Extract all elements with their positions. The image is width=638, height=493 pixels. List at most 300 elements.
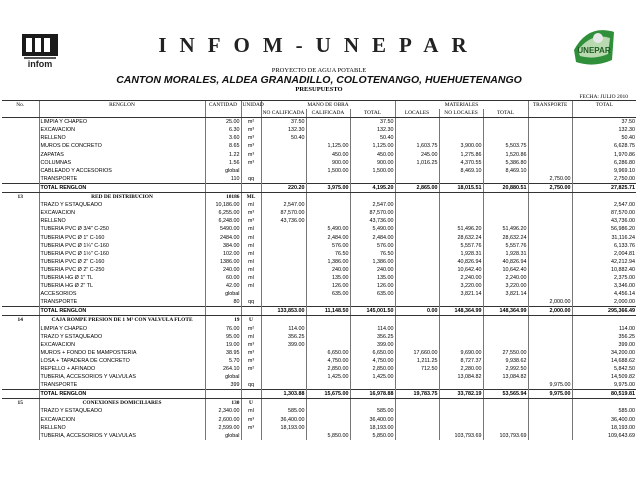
item-mat-total: 51,496.20 — [483, 225, 528, 233]
item-total: 6,628.75 — [572, 142, 636, 150]
item-mat-locales — [395, 118, 439, 127]
item-mo-total: 1,386.00 — [350, 258, 395, 266]
item-description: TUBERIA PVC Ø 1" C-160 — [39, 234, 205, 242]
item-unit: m³ — [241, 217, 261, 225]
item-description: COLUMNAS — [39, 159, 205, 167]
item-mat-total: 27,550.00 — [483, 349, 528, 357]
col-materiales: MATERIALES — [395, 101, 528, 110]
total-mat-locales: 2,865.00 — [395, 183, 439, 192]
item-qty: 10,186.00 — [205, 201, 241, 209]
item-mo-no-calificada: 50.40 — [261, 134, 306, 142]
item-mat-locales — [395, 424, 439, 432]
item-mat-total — [483, 118, 528, 127]
col-no: No. — [2, 101, 39, 110]
total-qty — [205, 183, 241, 192]
empty-cell — [2, 373, 39, 381]
empty-cell — [2, 407, 39, 415]
item-unit: m³ — [241, 134, 261, 142]
item-mat-total — [483, 126, 528, 134]
item-mo-total: 126.00 — [350, 282, 395, 290]
item-mo-calificada — [306, 118, 350, 127]
item-unit: m³ — [241, 142, 261, 150]
empty-cell — [2, 333, 39, 341]
item-mat-no-locales — [439, 201, 483, 209]
item-mat-locales — [395, 325, 439, 333]
table-row — [2, 407, 636, 415]
item-mat-total — [483, 333, 528, 341]
total-qty — [205, 390, 241, 399]
item-description: EXCAVACION — [39, 416, 205, 424]
empty-cell — [2, 126, 39, 134]
item-qty: 80 — [205, 298, 241, 307]
item-qty: 1.22 — [205, 151, 241, 159]
item-mat-locales — [395, 333, 439, 341]
empty-cell — [2, 381, 39, 390]
project-title: PROYECTO DE AGUA POTABLE — [271, 67, 367, 74]
table-row — [2, 365, 636, 373]
item-qty: 2,599.00 — [205, 424, 241, 432]
item-total: 37.50 — [572, 118, 636, 127]
item-transporte — [528, 325, 572, 333]
item-unit: m² — [241, 118, 261, 127]
item-mo-calificada — [306, 217, 350, 225]
empty-cell — [2, 424, 39, 432]
item-mo-no-calificada — [261, 159, 306, 167]
item-qty: 110 — [205, 175, 241, 184]
total-unit — [241, 183, 261, 192]
item-qty: 6.30 — [205, 126, 241, 134]
section-title: RED DE DISTRIBUCION — [39, 193, 205, 202]
empty-cell — [350, 193, 395, 202]
item-transporte — [528, 349, 572, 357]
item-transporte — [528, 225, 572, 233]
item-qty: 102.00 — [205, 250, 241, 258]
item-mo-calificada: 1,425.00 — [306, 373, 350, 381]
item-mo-total: 76.50 — [350, 250, 395, 258]
item-total: 585.00 — [572, 407, 636, 415]
item-transporte — [528, 151, 572, 159]
item-mat-total: 9,938.62 — [483, 357, 528, 365]
item-total: 50.40 — [572, 134, 636, 142]
table-row — [2, 381, 636, 390]
empty-cell — [2, 390, 39, 399]
total-mo-calificada: 15,675.00 — [306, 390, 350, 399]
item-transporte — [528, 142, 572, 150]
table-row — [2, 349, 636, 357]
item-mo-no-calificada — [261, 258, 306, 266]
table-row — [2, 282, 636, 290]
item-mo-calificada — [306, 424, 350, 432]
item-transporte: 2,750.00 — [528, 175, 572, 184]
item-total: 399.00 — [572, 341, 636, 349]
item-description: RELLENO — [39, 217, 205, 225]
table-row — [2, 333, 636, 341]
item-transporte — [528, 266, 572, 274]
item-qty: 240.00 — [205, 266, 241, 274]
item-mo-calificada: 635.00 — [306, 290, 350, 298]
item-description: TUBERIA HG Ø 2" TL — [39, 282, 205, 290]
total-transporte: 2,750.00 — [528, 183, 572, 192]
item-transporte — [528, 159, 572, 167]
item-mo-total: 50.40 — [350, 134, 395, 142]
item-transporte — [528, 373, 572, 381]
item-unit: ml — [241, 266, 261, 274]
item-unit: ml — [241, 225, 261, 233]
total-row — [2, 183, 636, 192]
item-mo-no-calificada: 356.25 — [261, 333, 306, 341]
item-description: TRAZO Y ESTAQUEADO — [39, 333, 205, 341]
item-total: 10,882.40 — [572, 266, 636, 274]
col-no-locales: NO LOCALES — [439, 109, 483, 118]
empty-cell — [483, 193, 528, 202]
item-unit: ml — [241, 274, 261, 282]
col-locales: LOCALES — [395, 109, 439, 118]
item-total: 87,570.00 — [572, 209, 636, 217]
item-transporte — [528, 416, 572, 424]
item-mo-total — [350, 298, 395, 307]
item-qty: global — [205, 290, 241, 298]
total-total: 27,825.71 — [572, 183, 636, 192]
table-row — [2, 201, 636, 209]
item-mat-no-locales: 3,220.00 — [439, 282, 483, 290]
item-mo-total: 356.25 — [350, 333, 395, 341]
item-mo-no-calificada — [261, 142, 306, 150]
item-mo-total: 1,125.00 — [350, 142, 395, 150]
item-mo-no-calificada: 18,193.00 — [261, 424, 306, 432]
item-mo-calificada — [306, 201, 350, 209]
empty-cell — [2, 298, 39, 307]
empty-cell — [2, 357, 39, 365]
item-total: 34,200.00 — [572, 349, 636, 357]
item-mat-locales — [395, 381, 439, 390]
item-mat-no-locales — [439, 298, 483, 307]
col-renglon: RENGLON — [39, 101, 205, 110]
total-mat-total: 20,880.51 — [483, 183, 528, 192]
section-unit: U — [241, 399, 261, 408]
item-qty: 2,600.00 — [205, 416, 241, 424]
item-description: MUROS + FONDO DE MAMPOSTERIA — [39, 349, 205, 357]
item-mat-total — [483, 209, 528, 217]
total-mat-locales: 0.00 — [395, 307, 439, 316]
item-mat-no-locales — [439, 134, 483, 142]
section-title: CAJA ROMPE PRESION DE 1 M³ CON VALVULA FLOTE — [39, 316, 205, 325]
item-mat-locales — [395, 250, 439, 258]
item-qty: 384.00 — [205, 242, 241, 250]
item-total: 2,375.00 — [572, 274, 636, 282]
item-mo-total: 2,547.00 — [350, 201, 395, 209]
empty-cell — [439, 316, 483, 325]
item-mo-calificada: 2,850.00 — [306, 365, 350, 373]
item-qty: global — [205, 373, 241, 381]
item-mo-total: 5,490.00 — [350, 225, 395, 233]
item-unit: m³ — [241, 357, 261, 365]
item-qty: 2,340.00 — [205, 407, 241, 415]
item-mat-no-locales — [439, 118, 483, 127]
total-mo-calificada: 11,148.50 — [306, 307, 350, 316]
empty-cell — [2, 290, 39, 298]
empty-cell — [2, 282, 39, 290]
empty-cell — [261, 399, 306, 408]
item-mo-total — [350, 175, 395, 184]
item-mat-no-locales — [439, 175, 483, 184]
table-row — [2, 134, 636, 142]
item-qty: 76.00 — [205, 325, 241, 333]
item-mo-no-calificada: 585.00 — [261, 407, 306, 415]
total-transporte: 9,975.00 — [528, 390, 572, 399]
item-mat-no-locales: 4,370.55 — [439, 159, 483, 167]
item-unit: m³ — [241, 424, 261, 432]
item-mat-total: 1,520.86 — [483, 151, 528, 159]
item-mat-no-locales — [439, 341, 483, 349]
item-mo-calificada: 5,490.00 — [306, 225, 350, 233]
empty-cell — [528, 316, 572, 325]
item-transporte — [528, 365, 572, 373]
table-row — [2, 341, 636, 349]
item-description: TUBERIA PVC Ø 1½" C-160 — [39, 250, 205, 258]
item-mo-total: 114.00 — [350, 325, 395, 333]
item-description: TRAZO Y ESTAQUEADO — [39, 407, 205, 415]
item-qty: 25.00 — [205, 118, 241, 127]
item-mat-locales — [395, 282, 439, 290]
item-mo-no-calificada: 37.50 — [261, 118, 306, 127]
item-transporte — [528, 407, 572, 415]
col-total: TOTAL — [572, 101, 636, 110]
table-row — [2, 373, 636, 381]
table-row — [2, 242, 636, 250]
item-transporte — [528, 333, 572, 341]
item-qty: 8.65 — [205, 142, 241, 150]
item-qty: 6,248.00 — [205, 217, 241, 225]
table-row — [2, 217, 636, 225]
empty-cell — [261, 193, 306, 202]
empty-cell — [2, 349, 39, 357]
item-mo-no-calificada — [261, 274, 306, 282]
item-description: CABLEADO Y ACCESORIOS — [39, 167, 205, 175]
item-mo-no-calificada: 36,400.00 — [261, 416, 306, 424]
total-mo-total: 4,195.20 — [350, 183, 395, 192]
empty-cell — [2, 325, 39, 333]
item-mo-total: 576.00 — [350, 242, 395, 250]
item-unit: ml — [241, 234, 261, 242]
item-mat-total: 5,386.80 — [483, 159, 528, 167]
item-mat-locales — [395, 134, 439, 142]
item-total: 9,975.00 — [572, 381, 636, 390]
item-mat-locales — [395, 167, 439, 175]
empty-cell — [2, 201, 39, 209]
item-mo-calificada — [306, 381, 350, 390]
total-mo-no-calificada: 133,853.00 — [261, 307, 306, 316]
item-mat-no-locales: 5,557.76 — [439, 242, 483, 250]
item-mat-total — [483, 341, 528, 349]
item-mat-no-locales: 9,690.00 — [439, 349, 483, 357]
empty-cell — [2, 365, 39, 373]
empty-cell — [2, 142, 39, 150]
item-unit: m³ — [241, 159, 261, 167]
item-description: RELLENO — [39, 424, 205, 432]
item-qty: 5.70 — [205, 357, 241, 365]
item-unit: ml — [241, 258, 261, 266]
item-mat-no-locales: 2,280.00 — [439, 365, 483, 373]
empty-cell — [2, 274, 39, 282]
item-mat-no-locales — [439, 126, 483, 134]
total-mo-no-calificada: 220.20 — [261, 183, 306, 192]
total-mo-calificada: 3,975.00 — [306, 183, 350, 192]
item-unit — [241, 432, 261, 440]
item-mat-no-locales — [439, 424, 483, 432]
item-mo-no-calificada — [261, 282, 306, 290]
item-mat-no-locales: 28,632.24 — [439, 234, 483, 242]
item-unit: ml — [241, 333, 261, 341]
item-transporte — [528, 134, 572, 142]
item-mat-total — [483, 298, 528, 307]
item-unit — [241, 373, 261, 381]
item-transporte: 9,975.00 — [528, 381, 572, 390]
empty-cell — [261, 316, 306, 325]
item-mat-total: 5,557.76 — [483, 242, 528, 250]
item-description: EXCAVACION — [39, 341, 205, 349]
col-total-materiales: TOTAL — [483, 109, 528, 118]
empty-cell — [2, 250, 39, 258]
item-mat-no-locales: 10,642.40 — [439, 266, 483, 274]
item-total: 132.30 — [572, 126, 636, 134]
total-transporte: 2,000.00 — [528, 307, 572, 316]
item-mat-total: 1,928.31 — [483, 250, 528, 258]
item-mat-locales: 712.50 — [395, 365, 439, 373]
item-unit: ml — [241, 407, 261, 415]
item-mat-locales — [395, 373, 439, 381]
total-label: TOTAL RENGLON — [39, 183, 205, 192]
item-unit: m³ — [241, 416, 261, 424]
item-mat-total — [483, 201, 528, 209]
empty-cell — [306, 399, 350, 408]
item-mo-calificada — [306, 325, 350, 333]
item-mat-no-locales — [439, 217, 483, 225]
item-mat-total — [483, 416, 528, 424]
empty-cell — [528, 193, 572, 202]
item-total: 2,547.00 — [572, 201, 636, 209]
item-mo-calificada — [306, 126, 350, 134]
item-total: 18,193.00 — [572, 424, 636, 432]
section-title: CONEXIONES DOMICILIARES — [39, 399, 205, 408]
total-mo-total: 145,001.50 — [350, 307, 395, 316]
location-title: CANTON MORALES, ALDEA GRANADILLO, COLOTENANGO, HUEHUETENANGO — [116, 74, 522, 86]
item-description: TUBERIA PVC Ø 2" C-250 — [39, 266, 205, 274]
item-mo-no-calificada — [261, 290, 306, 298]
item-mo-total: 135.00 — [350, 274, 395, 282]
item-total: 14,688.62 — [572, 357, 636, 365]
item-mat-locales: 1,603.75 — [395, 142, 439, 150]
total-mo-total: 16,978.88 — [350, 390, 395, 399]
empty-cell — [2, 167, 39, 175]
item-mo-calificada — [306, 134, 350, 142]
item-mo-calificada — [306, 416, 350, 424]
table-row — [2, 274, 636, 282]
table-row — [2, 151, 636, 159]
item-unit — [241, 290, 261, 298]
item-total: 9,969.10 — [572, 167, 636, 175]
item-mat-no-locales: 8,727.37 — [439, 357, 483, 365]
section-unit: ML — [241, 193, 261, 202]
item-mat-no-locales — [439, 381, 483, 390]
section-header-row — [2, 399, 636, 408]
item-qty: global — [205, 167, 241, 175]
total-mat-locales: 19,783.75 — [395, 390, 439, 399]
item-mat-no-locales: 1,928.31 — [439, 250, 483, 258]
item-mat-locales — [395, 298, 439, 307]
item-mo-total: 18,193.00 — [350, 424, 395, 432]
empty-cell — [2, 242, 39, 250]
table-row — [2, 266, 636, 274]
empty-cell — [2, 183, 39, 192]
section-number: 14 — [2, 316, 39, 325]
table-row — [2, 357, 636, 365]
total-total: 295,366.49 — [572, 307, 636, 316]
empty-cell — [306, 316, 350, 325]
item-unit: ml — [241, 242, 261, 250]
item-mo-total: 36,400.00 — [350, 416, 395, 424]
item-mo-no-calificada — [261, 175, 306, 184]
document-type: PRESUPUESTO — [295, 86, 343, 93]
item-mat-locales — [395, 341, 439, 349]
item-unit: m³ — [241, 126, 261, 134]
total-mat-total: 53,565.94 — [483, 390, 528, 399]
table-subheader-row — [2, 109, 636, 118]
item-mat-total: 2,240.00 — [483, 274, 528, 282]
item-mo-total: 1,425.00 — [350, 373, 395, 381]
item-mo-calificada: 900.00 — [306, 159, 350, 167]
col-total-mano-obra: TOTAL — [350, 109, 395, 118]
item-unit: m² — [241, 325, 261, 333]
item-total: 36,400.00 — [572, 416, 636, 424]
item-unit — [241, 167, 261, 175]
empty-cell — [439, 193, 483, 202]
item-mo-total: 2,484.00 — [350, 234, 395, 242]
item-total: 2,750.00 — [572, 175, 636, 184]
item-mat-no-locales: 1,275.86 — [439, 151, 483, 159]
budget-table — [2, 100, 636, 440]
empty-cell — [2, 266, 39, 274]
item-mo-total: 43,736.00 — [350, 217, 395, 225]
empty-cell — [483, 316, 528, 325]
item-description: TUBERIA, ACCESORIOS Y VALVULAS — [39, 432, 205, 440]
item-mo-calificada — [306, 298, 350, 307]
item-mat-total: 28,632.24 — [483, 234, 528, 242]
total-row — [2, 390, 636, 399]
item-total: 4,456.14 — [572, 290, 636, 298]
item-total: 43,736.00 — [572, 217, 636, 225]
item-qty: 399 — [205, 381, 241, 390]
item-qty: 5490.00 — [205, 225, 241, 233]
item-mo-total: 5,850.00 — [350, 432, 395, 440]
item-description: ZAPATAS — [39, 151, 205, 159]
item-mo-total: 635.00 — [350, 290, 395, 298]
item-mat-locales — [395, 126, 439, 134]
item-mat-locales — [395, 407, 439, 415]
item-mat-no-locales — [439, 325, 483, 333]
item-mat-locales — [395, 432, 439, 440]
table-row — [2, 325, 636, 333]
table-row — [2, 416, 636, 424]
item-transporte — [528, 126, 572, 134]
item-mo-calificada: 126.00 — [306, 282, 350, 290]
item-transporte — [528, 234, 572, 242]
item-mat-no-locales — [439, 333, 483, 341]
item-mat-no-locales: 51,496.20 — [439, 225, 483, 233]
item-transporte — [528, 432, 572, 440]
total-row — [2, 307, 636, 316]
table-row — [2, 432, 636, 440]
item-mo-total: 87,570.00 — [350, 209, 395, 217]
